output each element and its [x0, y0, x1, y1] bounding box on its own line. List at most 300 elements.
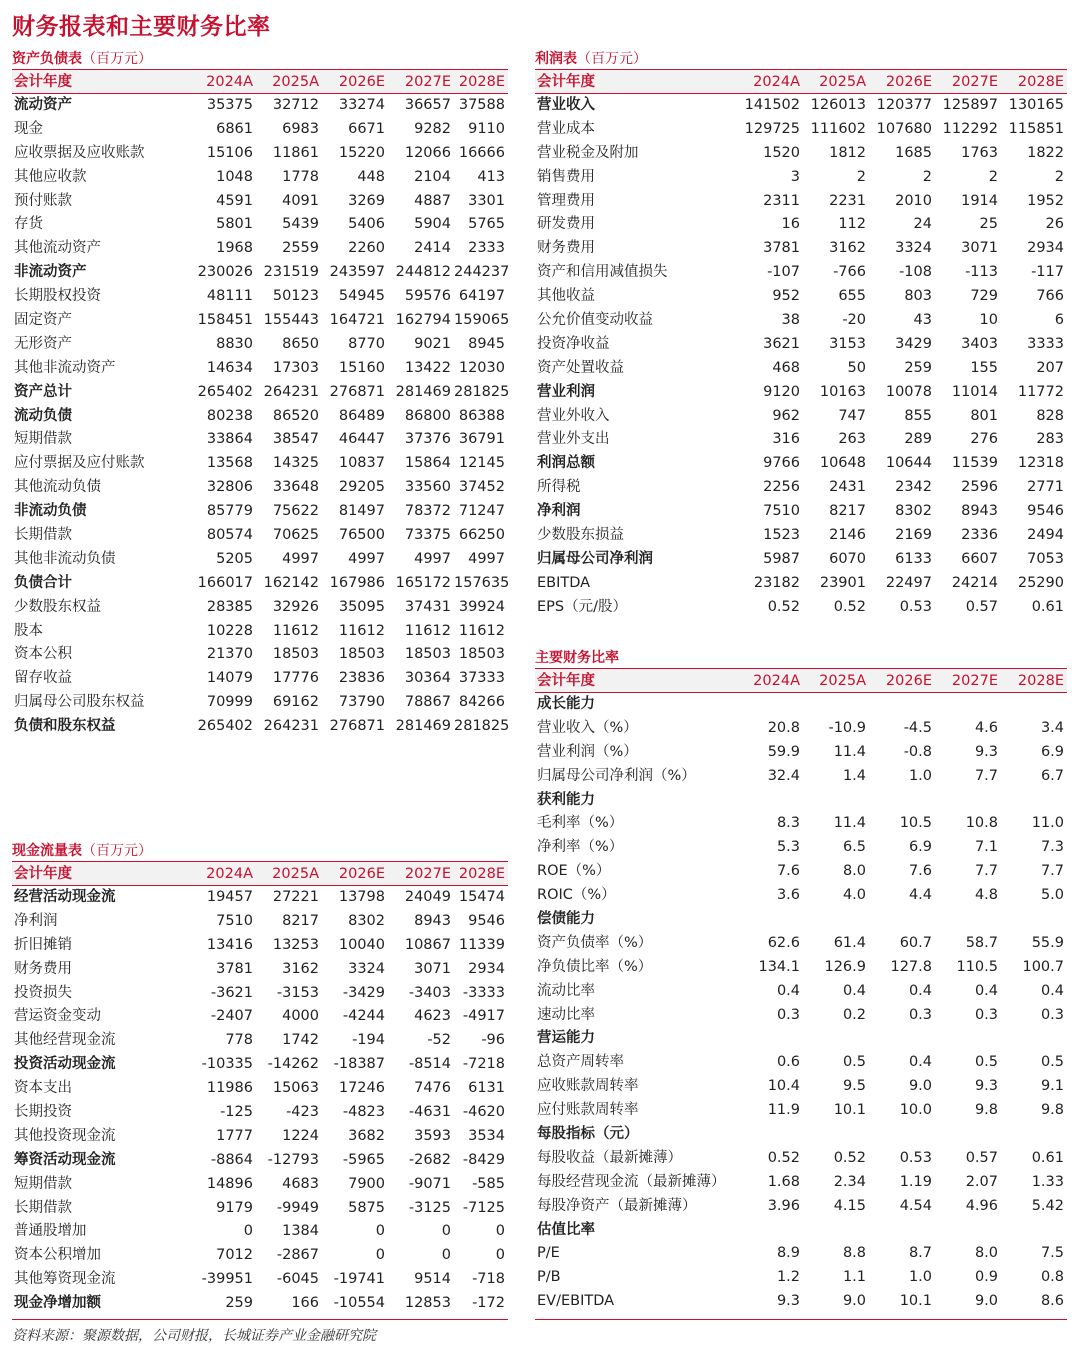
ratios-cell: 0.4	[1040, 982, 1064, 999]
cashflow-cell: 9546	[468, 912, 505, 929]
balance-cell: 264231	[263, 718, 319, 735]
balance-cell: 11612	[272, 622, 319, 639]
ratios-cell: 4.8	[974, 887, 998, 904]
balance-cell: 36791	[458, 431, 505, 448]
income-row-label: 营业税金及附加	[537, 144, 639, 161]
ratios-cell: 10.8	[965, 815, 998, 832]
balance-cell: 86489	[338, 407, 385, 424]
cashflow-row-label: 净利润	[14, 912, 58, 929]
balance-cell: 71247	[458, 503, 505, 520]
cashflow-cell: 8943	[414, 912, 451, 929]
ratios-row	[535, 860, 1067, 884]
cashflow-cell: -3333	[462, 984, 505, 1001]
cashflow-cell: -585	[472, 1175, 505, 1192]
ratios-cell: 7.6	[776, 863, 800, 880]
ratios-row	[535, 884, 1067, 908]
cashflow-cell: 0	[375, 1247, 385, 1264]
ratios-cell: 4.96	[965, 1197, 998, 1214]
ratios-cell	[735, 789, 803, 813]
income-cell: 1822	[1027, 144, 1064, 161]
cashflow-cell: -3153	[276, 984, 319, 1001]
income-cell: 26	[1045, 216, 1064, 233]
ratios-cell: 9.0	[842, 1293, 866, 1310]
income-row-label: 销售费用	[537, 168, 595, 185]
ratios-cell: 0.4	[908, 982, 932, 999]
ratios-cell	[735, 1027, 803, 1051]
income-cell: 8943	[961, 503, 998, 520]
balance-row-label: 资产总计	[14, 383, 72, 400]
income-cell: -117	[1031, 264, 1064, 281]
ratios-cell: 10.1	[899, 1293, 932, 1310]
balance-sheet-header	[12, 70, 508, 94]
balance-row	[12, 405, 508, 429]
income-cell: 3162	[829, 240, 866, 257]
cashflow-cell: -4823	[342, 1104, 385, 1121]
cashflow-row	[12, 1101, 508, 1125]
ratios-cell: 0.3	[908, 1006, 932, 1023]
cashflow-row	[12, 910, 508, 934]
balance-cell: 69162	[272, 694, 319, 711]
ratios-cell: -0.8	[903, 743, 932, 760]
cashflow-cell: -8429	[462, 1151, 505, 1168]
balance-cell: 4091	[282, 192, 319, 209]
cashflow-cell: 0	[243, 1223, 253, 1240]
balance-cell: 33648	[272, 479, 319, 496]
ratios-cell: 7.1	[974, 839, 998, 856]
balance-sheet-unit: （百万元）	[82, 51, 152, 67]
balance-cell: 1968	[216, 240, 253, 257]
balance-cell: 37588	[458, 97, 505, 113]
ratios-cell: 60.7	[899, 934, 932, 951]
income-cell: 10078	[885, 383, 932, 400]
income-cell: 24214	[951, 574, 998, 591]
ratios-cell	[869, 789, 935, 813]
ratios-cell: 8.0	[974, 1245, 998, 1262]
ratios-cell: 9.8	[974, 1102, 998, 1119]
balance-row-label: 少数股东权益	[14, 598, 101, 615]
income-cell: 289	[904, 431, 932, 448]
cashflow-cell: -3621	[210, 984, 253, 1001]
cashflow-header-year: 2028E	[458, 866, 505, 882]
balance-cell: 281469	[395, 718, 451, 735]
cashflow-cell: -10554	[333, 1295, 385, 1312]
ratios-cell: 1.19	[899, 1173, 932, 1190]
income-cell: 16	[781, 216, 800, 233]
ratios-cell: 62.6	[767, 934, 800, 951]
income-cell: 207	[1036, 359, 1064, 376]
income-cell: 1952	[1027, 192, 1064, 209]
income-cell: 1520	[763, 144, 800, 161]
ratios-row-label: 应付账款周转率	[537, 1102, 639, 1119]
cashflow-cell: -3429	[342, 984, 385, 1001]
ratios-cell: 0.5	[1040, 1054, 1064, 1071]
income-cell: 2256	[763, 479, 800, 496]
income-header-year: 2028E	[1017, 74, 1064, 90]
cashflow-cell: 2934	[468, 960, 505, 977]
cash-flow-title-text: 现金流量表	[12, 843, 82, 859]
balance-row	[12, 261, 508, 285]
footer-rule-left	[12, 1319, 508, 1320]
balance-row	[12, 142, 508, 166]
cashflow-cell: 9179	[216, 1199, 253, 1216]
ratios-row	[535, 1266, 1067, 1290]
ratios-cell: 6.5	[842, 839, 866, 856]
ratios-row	[535, 693, 1067, 717]
ratios-row-label: 营业利润（%）	[537, 743, 638, 760]
income-cell: 3333	[1027, 335, 1064, 352]
balance-header-year: 2027E	[404, 74, 451, 90]
balance-cell: 265402	[197, 383, 253, 400]
balance-cell: 48111	[206, 288, 253, 305]
income-cell: 2	[856, 168, 866, 185]
income-cell: 129725	[744, 120, 800, 137]
balance-cell: 13568	[206, 455, 253, 472]
income-statement-title	[535, 48, 1067, 70]
cashflow-cell: -19741	[333, 1271, 385, 1288]
balance-row	[12, 309, 508, 333]
page-title: 财务报表和主要财务比率	[12, 14, 271, 40]
balance-cell: 10228	[206, 622, 253, 639]
ratios-cell: 2.07	[965, 1173, 998, 1190]
ratios-row	[535, 1290, 1067, 1314]
income-cell: 0.61	[1031, 598, 1064, 615]
balance-cell: 6983	[282, 120, 319, 137]
cashflow-cell: 1742	[282, 1032, 319, 1049]
balance-row	[12, 381, 508, 405]
ratios-cell: 8.6	[1040, 1293, 1064, 1310]
ratios-row	[535, 789, 1067, 813]
ratios-cell	[803, 908, 869, 932]
balance-row-label: 流动负债	[14, 407, 72, 424]
ratios-row	[535, 980, 1067, 1004]
income-cell: 7053	[1027, 550, 1064, 567]
balance-cell: 66250	[458, 527, 505, 544]
ratios-cell: 0.4	[842, 982, 866, 999]
ratios-cell: 9.3	[776, 1293, 800, 1310]
ratios-cell: 134.1	[758, 958, 800, 975]
ratios-cell: 11.4	[833, 815, 866, 832]
income-cell: 0.52	[767, 598, 800, 615]
ratios-row	[535, 717, 1067, 741]
income-cell: 10163	[819, 383, 866, 400]
ratios-rows	[535, 693, 1067, 1314]
income-cell: 828	[1036, 407, 1064, 424]
ratios-cell: 1.1	[842, 1269, 866, 1286]
balance-cell: 4887	[414, 192, 451, 209]
balance-cell: 4591	[216, 192, 253, 209]
balance-row	[12, 691, 508, 715]
ratios-cell	[935, 1123, 1001, 1147]
income-row	[535, 500, 1067, 524]
ratios-cell: 100.7	[1022, 958, 1064, 975]
income-row	[535, 524, 1067, 548]
ratios-row	[535, 812, 1067, 836]
income-cell: 38	[781, 312, 800, 329]
income-cell: 2342	[895, 479, 932, 496]
income-cell: 2	[922, 168, 932, 185]
ratios-cell: 9.5	[842, 1078, 866, 1095]
cashflow-cell: 8217	[282, 912, 319, 929]
balance-cell: 9282	[414, 120, 451, 137]
income-cell: 747	[838, 407, 866, 424]
income-cell: -108	[899, 264, 932, 281]
cashflow-cell: -8864	[210, 1151, 253, 1168]
cashflow-row	[12, 1149, 508, 1173]
balance-cell: 2104	[414, 168, 451, 185]
cashflow-cell: -125	[220, 1104, 253, 1121]
balance-cell: 54945	[338, 288, 385, 305]
ratios-cell: 0.53	[899, 1149, 932, 1166]
balance-cell: 73375	[404, 527, 451, 544]
balance-row	[12, 333, 508, 357]
ratios-cell: 6.9	[1040, 743, 1064, 760]
income-row-label: 营业收入	[537, 97, 595, 113]
cashflow-cell: 4623	[414, 1008, 451, 1025]
cashflow-row-label: 长期借款	[14, 1199, 72, 1216]
balance-row	[12, 548, 508, 572]
ratios-row-label: 净负债比率（%）	[537, 958, 653, 975]
balance-header-label: 会计年度	[14, 74, 72, 90]
cashflow-cell: 13253	[272, 936, 319, 953]
balance-cell: 39924	[458, 598, 505, 615]
cashflow-cell: -3403	[408, 984, 451, 1001]
income-cell: 316	[772, 431, 800, 448]
ratios-row	[535, 932, 1067, 956]
income-row	[535, 237, 1067, 261]
balance-row-label: 其他非流动资产	[14, 359, 116, 376]
balance-cell: 64197	[458, 288, 505, 305]
income-row-label: EBITDA	[537, 574, 591, 591]
ratios-cell: 8.3	[776, 815, 800, 832]
income-row-label: 研发费用	[537, 216, 595, 233]
ratios-cell: 4.6	[974, 719, 998, 736]
ratios-cell: 0.5	[974, 1054, 998, 1071]
ratios-row	[535, 836, 1067, 860]
income-statement-rows	[535, 94, 1067, 620]
cashflow-row-label: 资本公积增加	[14, 1247, 101, 1264]
cashflow-header-year: 2025A	[272, 866, 319, 882]
cashflow-cell: 3682	[348, 1127, 385, 1144]
balance-row-label: 留存收益	[14, 670, 72, 687]
cashflow-cell: 11339	[458, 936, 505, 953]
balance-row-label: 长期股权投资	[14, 288, 101, 305]
ratios-cell	[735, 693, 803, 717]
ratios-cell: 7.7	[974, 863, 998, 880]
income-cell: 962	[772, 407, 800, 424]
income-cell: 6607	[961, 550, 998, 567]
balance-cell: 46447	[338, 431, 385, 448]
income-cell: 1812	[829, 144, 866, 161]
balance-row	[12, 94, 508, 118]
ratios-cell	[869, 693, 935, 717]
ratios-row-label: 每股指标（元）	[537, 1126, 639, 1143]
ratios-cell	[869, 908, 935, 932]
ratios-row-label: P/B	[537, 1269, 561, 1286]
cashflow-cell: 10867	[404, 936, 451, 953]
income-cell: 468	[772, 359, 800, 376]
cashflow-row-label: 财务费用	[14, 960, 72, 977]
cashflow-cell: 7510	[216, 912, 253, 929]
balance-row	[12, 357, 508, 381]
balance-row-label: 其他非流动负债	[14, 550, 116, 567]
cashflow-row	[12, 1005, 508, 1029]
cashflow-cell: 6131	[468, 1080, 505, 1097]
cashflow-row-label: 其他经营现金流	[14, 1032, 116, 1049]
balance-cell: 76500	[338, 527, 385, 544]
income-row	[535, 381, 1067, 405]
balance-cell: 230026	[197, 264, 253, 281]
cashflow-cell: -4631	[408, 1104, 451, 1121]
cashflow-cell: 1224	[282, 1127, 319, 1144]
ratios-cell: 9.0	[974, 1293, 998, 1310]
ratios-cell: 8.7	[908, 1245, 932, 1262]
income-cell: 8217	[829, 503, 866, 520]
balance-cell: 276871	[329, 383, 385, 400]
ratios-cell: 6.7	[1040, 767, 1064, 784]
cashflow-row-label: 营运资金变动	[14, 1008, 101, 1025]
balance-cell: 81497	[338, 503, 385, 520]
balance-cell: 86520	[272, 407, 319, 424]
balance-cell: 70999	[206, 694, 253, 711]
income-cell: 23901	[819, 574, 866, 591]
balance-cell: 158451	[197, 312, 253, 329]
balance-cell: 5765	[468, 216, 505, 233]
ratios-row-label: EV/EBITDA	[537, 1293, 615, 1310]
cashflow-cell: 3324	[348, 960, 385, 977]
balance-cell: 75622	[272, 503, 319, 520]
ratios-header-year: 2026E	[885, 673, 932, 689]
balance-cell: 164721	[329, 312, 385, 329]
cashflow-cell: 1777	[216, 1127, 253, 1144]
balance-cell: 16666	[458, 144, 505, 161]
balance-row-label: 股本	[14, 622, 43, 639]
ratios-cell: 8.9	[776, 1245, 800, 1262]
cashflow-row-label: 短期借款	[14, 1175, 72, 1192]
balance-cell: 3269	[348, 192, 385, 209]
cashflow-cell: -172	[472, 1295, 505, 1312]
income-cell: 855	[904, 407, 932, 424]
ratios-row-label: 估值比率	[537, 1221, 595, 1238]
ratios-row	[535, 1099, 1067, 1123]
income-cell: 1685	[895, 144, 932, 161]
income-cell: 5987	[763, 550, 800, 567]
cashflow-cell: -4620	[462, 1104, 505, 1121]
cashflow-cell: -2867	[276, 1247, 319, 1264]
ratios-cell: 0.4	[908, 1054, 932, 1071]
ratios-cell: 5.3	[776, 839, 800, 856]
ratios-cell: 61.4	[833, 934, 866, 951]
balance-cell: 14634	[206, 359, 253, 376]
ratios-cell	[735, 1123, 803, 1147]
balance-row-label: 应付票据及应付账款	[14, 455, 145, 472]
cashflow-header-year: 2027E	[404, 866, 451, 882]
balance-cell: 84266	[458, 694, 505, 711]
ratios-cell	[803, 1123, 869, 1147]
income-row	[535, 94, 1067, 118]
income-row-label: 营业外收入	[537, 407, 610, 424]
ratios-cell	[1001, 908, 1067, 932]
income-cell: 8302	[895, 503, 932, 520]
balance-row-label: 负债合计	[14, 574, 72, 591]
balance-row	[12, 476, 508, 500]
income-cell: 10644	[885, 455, 932, 472]
income-cell: 6070	[829, 550, 866, 567]
ratios-row-label: 每股经营现金流（最新摊薄）	[537, 1173, 726, 1190]
ratios-cell: 1.0	[908, 767, 932, 784]
cashflow-cell: 5875	[348, 1199, 385, 1216]
income-row	[535, 357, 1067, 381]
income-cell: 3403	[961, 335, 998, 352]
cashflow-row	[12, 1029, 508, 1053]
cashflow-cell: -10335	[201, 1056, 253, 1073]
cashflow-row	[12, 1268, 508, 1292]
income-cell: 3153	[829, 335, 866, 352]
income-statement-header	[535, 70, 1067, 94]
balance-cell: 15220	[338, 144, 385, 161]
income-row	[535, 166, 1067, 190]
cash-flow-table	[12, 840, 508, 1316]
ratios-row-label: 毛利率（%）	[537, 815, 624, 832]
cashflow-row	[12, 1125, 508, 1149]
balance-cell: 38547	[272, 431, 319, 448]
income-cell: 2169	[895, 527, 932, 544]
ratios-row-label: P/E	[537, 1245, 560, 1262]
income-row	[535, 285, 1067, 309]
income-header-label: 会计年度	[537, 74, 595, 90]
cashflow-cell: 15063	[272, 1080, 319, 1097]
balance-header-year: 2028E	[458, 74, 505, 90]
ratios-cell: 3.96	[767, 1197, 800, 1214]
balance-cell: 5439	[282, 216, 319, 233]
ratios-title	[535, 647, 1067, 669]
cash-flow-title	[12, 840, 508, 862]
balance-row	[12, 190, 508, 214]
income-row	[535, 428, 1067, 452]
ratios-header-year: 2025A	[819, 673, 866, 689]
cashflow-cell: -8514	[408, 1056, 451, 1073]
balance-row-label: 其他流动资产	[14, 240, 101, 257]
balance-cell: 5801	[216, 216, 253, 233]
balance-cell: 21370	[206, 646, 253, 663]
income-cell: 112292	[942, 120, 998, 137]
footer-rule-right	[535, 1319, 1067, 1320]
balance-cell: 30364	[404, 670, 451, 687]
balance-row-label: 预付账款	[14, 192, 72, 209]
income-header-year: 2027E	[951, 74, 998, 90]
balance-header-year: 2026E	[338, 74, 385, 90]
ratios-cell: 0.52	[767, 1149, 800, 1166]
ratios-cell	[1001, 693, 1067, 717]
cashflow-cell: -7125	[462, 1199, 505, 1216]
balance-cell: 80574	[206, 527, 253, 544]
balance-row	[12, 524, 508, 548]
income-cell: -20	[842, 312, 866, 329]
cashflow-cell: -18387	[333, 1056, 385, 1073]
cashflow-row	[12, 958, 508, 982]
balance-cell: 8650	[282, 335, 319, 352]
income-row	[535, 118, 1067, 142]
cashflow-cell: -4917	[462, 1008, 505, 1025]
income-row	[535, 190, 1067, 214]
balance-cell: 10837	[338, 455, 385, 472]
ratios-cell	[935, 908, 1001, 932]
income-cell: 766	[1036, 288, 1064, 305]
ratios-cell: 4.54	[899, 1197, 932, 1214]
income-cell: 2	[988, 168, 998, 185]
cashflow-cell: 1384	[282, 1223, 319, 1240]
income-cell: 6133	[895, 550, 932, 567]
income-cell: 10648	[819, 455, 866, 472]
